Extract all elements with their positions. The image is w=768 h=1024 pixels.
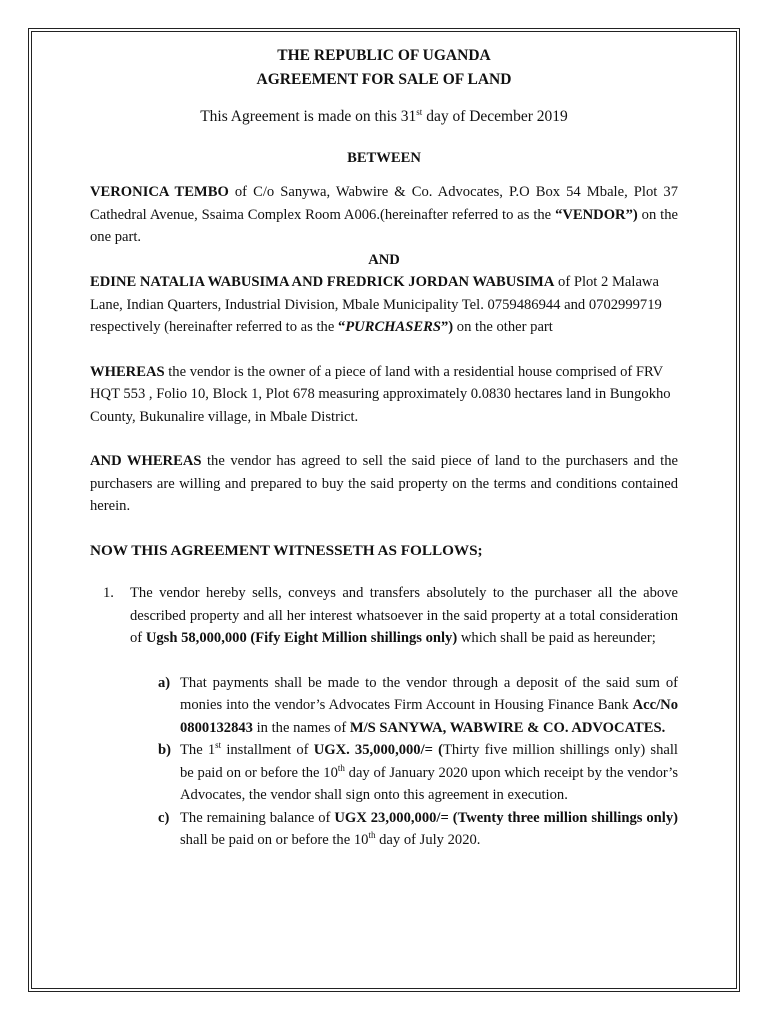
purchasers-quote-open: “ xyxy=(337,319,346,335)
purchasers-quote-close: ”) xyxy=(440,319,454,335)
payment-term-b-text xyxy=(180,739,678,807)
list-letter-b: b) xyxy=(158,742,171,758)
term-c-part2: shall be paid on or before the 10 xyxy=(180,832,369,848)
clause-1-text-start: The vendor hereby sells, conveys and transfers absolutely to the purchaser all the above described property and all her interest whatsoever in the said property at a total consideration of xyxy=(130,585,678,646)
clause-number: 1. xyxy=(103,585,114,601)
term-c-part3: day of July 2020. xyxy=(375,832,481,848)
payment-term-b xyxy=(158,739,678,807)
purchasers-name: EDINE NATALIA WABUSIMA AND FREDRICK JORDAN WABUSIMA xyxy=(90,274,555,290)
clause-1 xyxy=(90,582,678,852)
vendor-label: “VENDOR”) xyxy=(555,206,638,223)
between-heading: BETWEEN xyxy=(347,149,421,166)
whereas-lead: WHEREAS xyxy=(90,363,165,380)
purchasers-text: of Plot 2 Malawa Lane, Indian Quarters, Industrial Division, Mbale Municipality Tel. 0759486944 and 0702999719 respectively (hereinafter referred to as the xyxy=(90,274,662,335)
clause-1-text-end: which shall be paid as hereunder; xyxy=(457,630,656,646)
document-title-country: THE REPUBLIC OF UGANDA xyxy=(277,47,491,64)
witnesseth-heading: NOW THIS AGREEMENT WITNESSETH AS FOLLOWS; xyxy=(90,541,483,559)
list-letter-c: c) xyxy=(158,809,170,826)
purchasers-paragraph xyxy=(90,271,678,339)
term-a-text-start: That payments shall be made to the vendor through a deposit of the said sum of monies into the vendor’s Advocates Firm Account in Housing Finance Bank xyxy=(180,674,678,713)
payment-term-c xyxy=(158,807,678,852)
law-firm-name: M/S SANYWA, WABWIRE & CO. ADVOCATES. xyxy=(349,719,666,736)
vendor-paragraph xyxy=(90,181,678,249)
payment-term-c-text xyxy=(180,807,678,852)
date-sup: st xyxy=(416,106,423,117)
account-number: Acc/No 0800132843 xyxy=(180,697,678,736)
document-title: AGREEMENT FOR SALE OF LAND xyxy=(256,71,512,88)
date-prefix: This Agreement is made on this 31 xyxy=(200,108,417,125)
and-whereas-lead: AND WHEREAS xyxy=(90,453,202,469)
payment-term-a-text xyxy=(180,672,678,740)
term-c-sup: th xyxy=(368,830,376,841)
purchasers-label: PURCHASERS xyxy=(345,319,441,335)
term-a-text-mid: in the names of xyxy=(252,719,350,736)
date-suffix: day of December 2019 xyxy=(422,108,568,125)
whereas-text: the vendor is the owner of a piece of land with a residential house comprised of FRV HQT 553 , Folio 10, Block 1, Plot 678 measuring approximately 0.0830 hectares land in Bungokho County, Bukunalire village, in Mbale District. xyxy=(90,363,671,425)
purchasers-tail: on the other part xyxy=(453,319,553,335)
term-b-part4: day of January 2020 upon which receipt by the vendor’s Advocates, the vendor shall sign onto this agreement in execution. xyxy=(180,764,679,803)
term-b-part1: The 1 xyxy=(180,742,216,758)
payment-terms-list xyxy=(158,672,678,852)
term-c-part1: The remaining balance of xyxy=(180,809,335,826)
document-body xyxy=(90,44,678,852)
payment-term-a xyxy=(158,672,678,740)
and-whereas-text: the vendor has agreed to sell the said piece of land to the purchasers and the purchasers are willing and prepared to buy the said property on the terms and conditions contained herein. xyxy=(90,453,678,514)
term-b-sup1: st xyxy=(215,740,222,751)
term-b-part2: installment of xyxy=(221,742,314,758)
agreement-date xyxy=(90,106,678,129)
term-b-part3: Thirty five million shillings only) shall be paid on or before the 10 xyxy=(180,742,678,781)
and-whereas-paragraph xyxy=(90,450,678,518)
list-letter-a: a) xyxy=(158,674,171,691)
term-b-sup2: th xyxy=(337,762,345,773)
clause-1-text xyxy=(130,582,678,650)
and-heading: AND xyxy=(368,251,400,268)
balance-amount: UGX 23,000,000/= (Twenty three million shillings only) xyxy=(334,809,679,826)
vendor-tail: on the one part. xyxy=(90,206,678,245)
first-installment-amount: UGX. 35,000,000/= ( xyxy=(313,742,443,758)
clause-1-amount: Ugsh 58,000,000 (Fify Eight Million shillings only) xyxy=(145,630,458,646)
vendor-name: VERONICA TEMBO xyxy=(90,184,229,200)
whereas-paragraph xyxy=(90,361,678,429)
vendor-text: of C/o Sanywa, Wabwire & Co. Advocates, P.O Box 54 Mbale, Plot 37 Cathedral Avenue, Ssaima Complex Room A006.(hereinafter referred to as the xyxy=(90,184,678,223)
